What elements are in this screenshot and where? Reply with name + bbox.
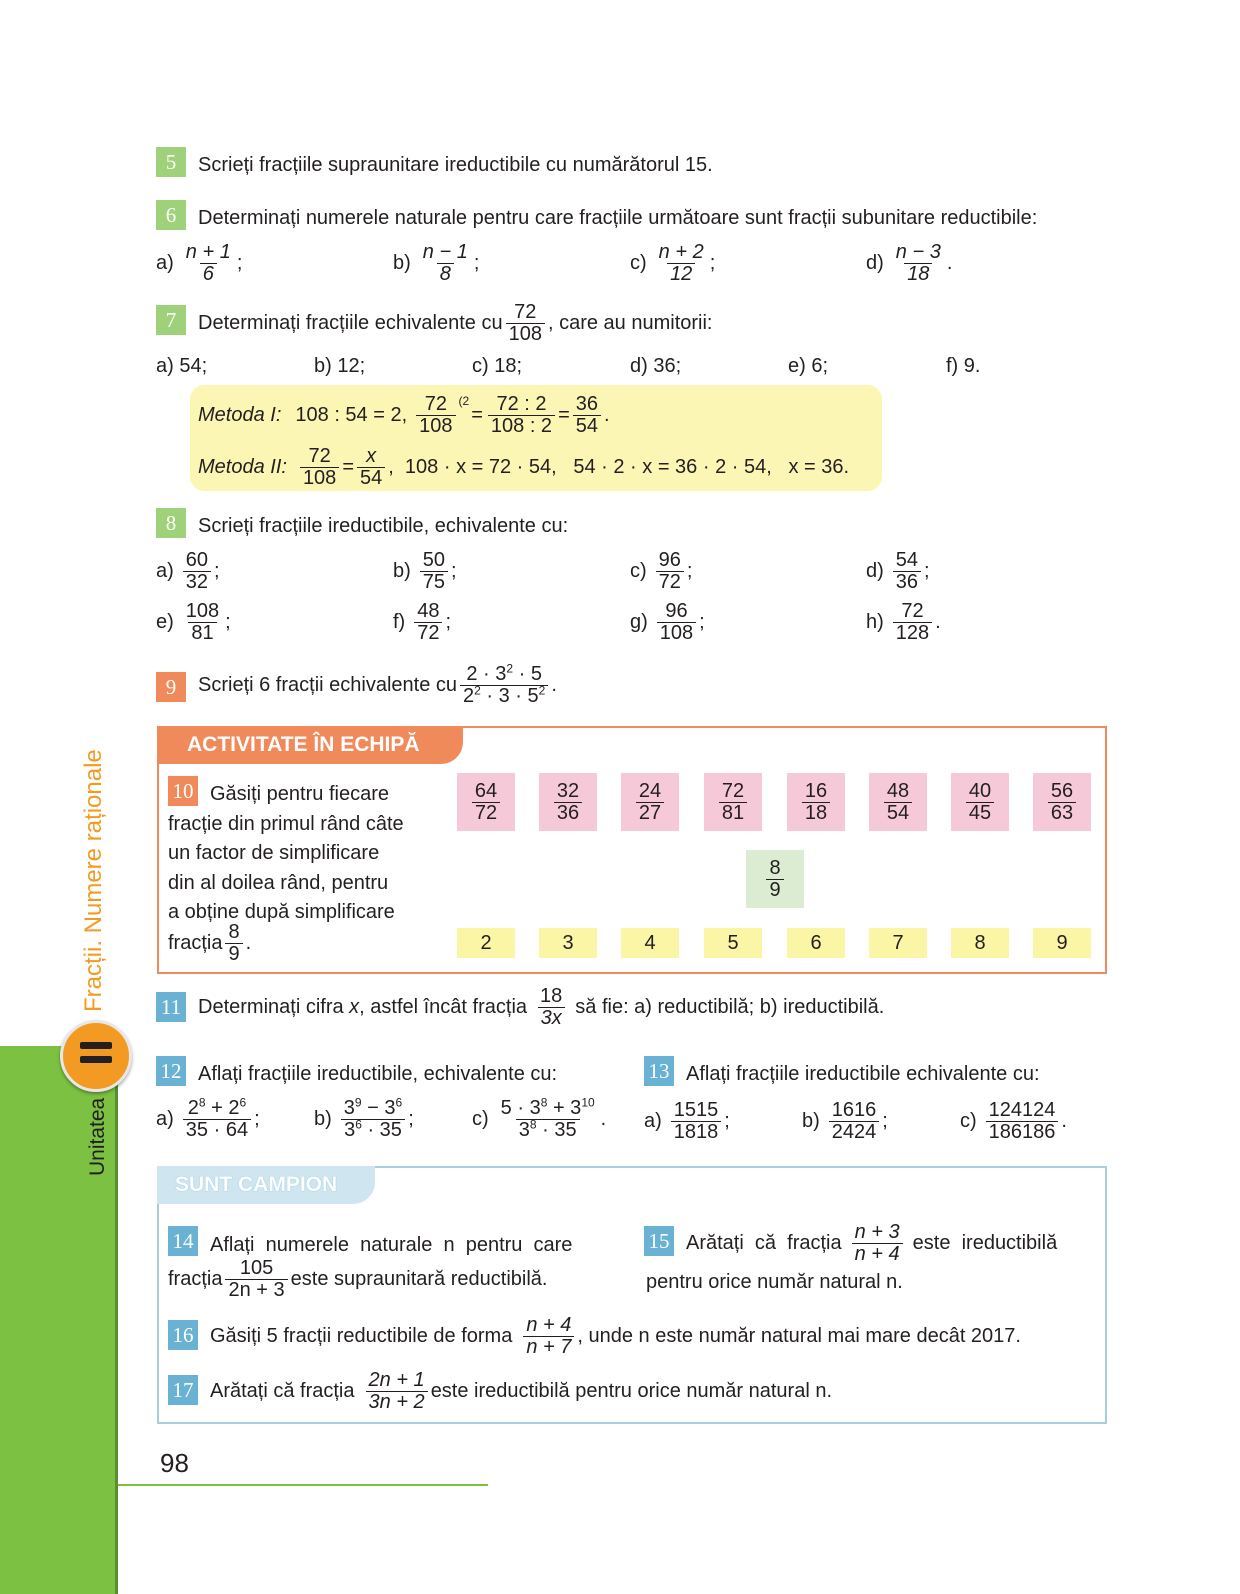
exercise-13-item-c: c) $\frac{124124}{186186}$ . — [960, 1099, 1067, 1143]
option-f: f) 9. — [946, 355, 981, 377]
option-a: a) 54; — [156, 355, 208, 377]
exercise-number: 14 — [168, 1226, 198, 1256]
exercise-number: 13 — [644, 1056, 674, 1086]
team-activity-title: ACTIVITATE ÎN ECHIPĂ — [157, 726, 463, 764]
exercise-13-text: Aflați fracțiile ireductibile echivalente cu: — [686, 1063, 1040, 1085]
exercise-17-text: Arătați că fracția $\frac{2n + 1}{3n + 2}$ este ireductibilă pentru orice număr natural n. — [210, 1369, 833, 1413]
exercise-15-line-1: Arătați că fracția $\frac{n + 3}{n + 4}$ este ireductibilă — [686, 1221, 1058, 1265]
exercise-13-item-a: a) $\frac{1515}{1818}$ ; — [644, 1099, 730, 1143]
exercise-number: 17 — [168, 1375, 198, 1405]
target-fraction-card: $\frac{8}{9}$ — [746, 850, 804, 908]
exercise-10-line: din al doilea rând, pentru — [168, 872, 389, 894]
method-1: Metoda I: 108 : 54 = 2, $\frac{72}{108}$ (2 = $\frac{72 : 2}{108 : 2}$ = $\frac{36}{54}$ . — [198, 393, 610, 437]
exercise-8-item-a: a) $\frac{60}{32}$ ; — [156, 549, 220, 593]
exercise-14-line-2: fracția $\frac{105}{2n + 3}$ este supraunitară reductibilă. — [168, 1257, 548, 1301]
page-number: 98 — [160, 1448, 189, 1478]
exercise-8-item-d: d) $\frac{54}{36}$ ; — [866, 549, 930, 593]
exercise-number: 5 — [156, 147, 186, 177]
exercise-number: 6 — [156, 200, 186, 230]
fraction-card[interactable]: $\frac{24}{27}$ — [621, 773, 679, 831]
exercise-6-item-d: d) $\frac{n - 3}{18}$ . — [866, 241, 953, 285]
exercise-8-item-f: f) $\frac{48}{72}$ ; — [393, 600, 452, 644]
factor-card[interactable]: 3 — [539, 928, 597, 958]
exercise-number: 10 — [168, 776, 198, 806]
exercise-10-line: un factor de simplificare — [168, 842, 380, 864]
exercise-15-line-2: pentru orice număr natural n. — [646, 1271, 903, 1293]
exercise-number: 11 — [156, 992, 186, 1022]
option-d: d) 36; — [630, 355, 682, 377]
exercise-6-text: Determinați numerele naturale pentru care fracțiile următoare sunt fracții subunitare reductibile: — [198, 207, 1038, 229]
unit-label: Unitatea — [86, 1097, 109, 1176]
exercise-6-item-a: a) $\frac{n + 1}{6}$ ; — [156, 241, 243, 285]
option-c: c) 18; — [472, 355, 523, 377]
exercise-10-line: fracție din primul rând câte — [168, 813, 404, 835]
factor-card[interactable]: 5 — [704, 928, 762, 958]
factor-card[interactable]: 2 — [457, 928, 515, 958]
fraction-card[interactable]: $\frac{48}{54}$ — [869, 773, 927, 831]
fraction-card[interactable]: $\frac{16}{18}$ — [787, 773, 845, 831]
exercise-7-text: Determinați fracțiile echivalente cu $\frac{72}{108}$ , care au numitorii: — [198, 301, 713, 345]
exercise-14-line-1: Aflați numerele naturale n pentru care — [210, 1234, 573, 1256]
method-2: Metoda II: $\frac{72}{108}$ = $\frac{x}{54}$ , 108 · x = 72 · 54, 54 · 2 · x = 36 · 2 · 54, x = 36. — [198, 445, 850, 489]
exercise-number: 7 — [156, 305, 186, 335]
exercise-8-item-b: b) $\frac{50}{75}$ ; — [393, 549, 457, 593]
exercise-10-line: Găsiți pentru fiecare — [210, 783, 389, 805]
factor-card[interactable]: 8 — [951, 928, 1009, 958]
exercise-5-text: Scrieți fracțiile supraunitare ireductibile cu numărătorul 15. — [198, 154, 713, 176]
option-e: e) 6; — [788, 355, 829, 377]
exercise-12-item-a: a) $\frac{2^8 + 2^6}{35 \cdot 64}$ ; — [156, 1095, 260, 1141]
exercise-8-item-g: g) $\frac{96}{108}$ ; — [630, 600, 705, 644]
option-b: b) 12; — [314, 355, 366, 377]
exercise-number: 9 — [156, 672, 186, 702]
exercise-number: 12 — [156, 1056, 186, 1086]
factor-card[interactable]: 7 — [869, 928, 927, 958]
exercise-10-last-line: fracția $\frac{8}{9}$ . — [168, 921, 252, 965]
exercise-6-item-c: c) $\frac{n + 2}{12}$ ; — [630, 241, 716, 285]
factor-card[interactable]: 9 — [1033, 928, 1091, 958]
footer-rule — [118, 1484, 488, 1486]
exercise-9-text: Scrieți 6 fracții echivalente cu $\frac{2 \cdot 3^2 \cdot 5}{2^2 \cdot 3 \cdot 5^2}$ . — [198, 661, 557, 707]
exercise-6-item-b: b) $\frac{n - 1}{8}$ ; — [393, 241, 480, 285]
exercise-8-item-e: e) $\frac{108}{81}$ ; — [156, 600, 231, 644]
exercise-8-item-c: c) $\frac{96}{72}$ ; — [630, 549, 693, 593]
exercise-8-text: Scrieți fracțiile ireductibile, echivalente cu: — [198, 515, 569, 537]
champion-title: SUNT CAMPION — [157, 1166, 375, 1204]
exercise-13-item-b: b) $\frac{1616}{2424}$ ; — [802, 1099, 888, 1143]
fraction-card[interactable]: $\frac{40}{45}$ — [951, 773, 1009, 831]
fraction-card[interactable]: $\frac{72}{81}$ — [704, 773, 762, 831]
exercise-8-item-h: h) $\frac{72}{128}$ . — [866, 600, 941, 644]
exercise-number: 16 — [168, 1320, 198, 1350]
exercise-12-item-b: b) $\frac{3^9 - 3^6}{3^6 \cdot 35}$ ; — [314, 1095, 414, 1141]
exercise-number: 8 — [156, 508, 186, 538]
unit-equals-icon — [60, 1020, 132, 1092]
fraction-card[interactable]: $\frac{56}{63}$ — [1033, 773, 1091, 831]
exercise-11-text: Determinați cifra x , astfel încât fracția $\frac{18}{3x}$ să fie: a) reductibilă; b) ireductibilă. — [198, 985, 885, 1029]
chapter-title: Fracții. Numere raționale — [80, 749, 107, 1012]
exercise-10-line: a obține după simplificare — [168, 901, 395, 923]
factor-card[interactable]: 4 — [621, 928, 679, 958]
fraction-card[interactable]: $\frac{32}{36}$ — [539, 773, 597, 831]
exercise-12-text: Aflați fracțiile ireductibile, echivalente cu: — [198, 1063, 558, 1085]
exercise-number: 15 — [644, 1226, 674, 1256]
exercise-12-item-c: c) $\frac{5 \cdot 3^8 + 3^{10}}{3^8 \cdot 35}$ . — [472, 1095, 607, 1141]
factor-card[interactable]: 6 — [787, 928, 845, 958]
exercise-16-text: Găsiți 5 fracții reductibile de forma $\frac{n + 4}{n + 7}$ , unde n este număr natural mai mare decât 2017. — [210, 1314, 1021, 1358]
fraction-card[interactable]: $\frac{64}{72}$ — [457, 773, 515, 831]
